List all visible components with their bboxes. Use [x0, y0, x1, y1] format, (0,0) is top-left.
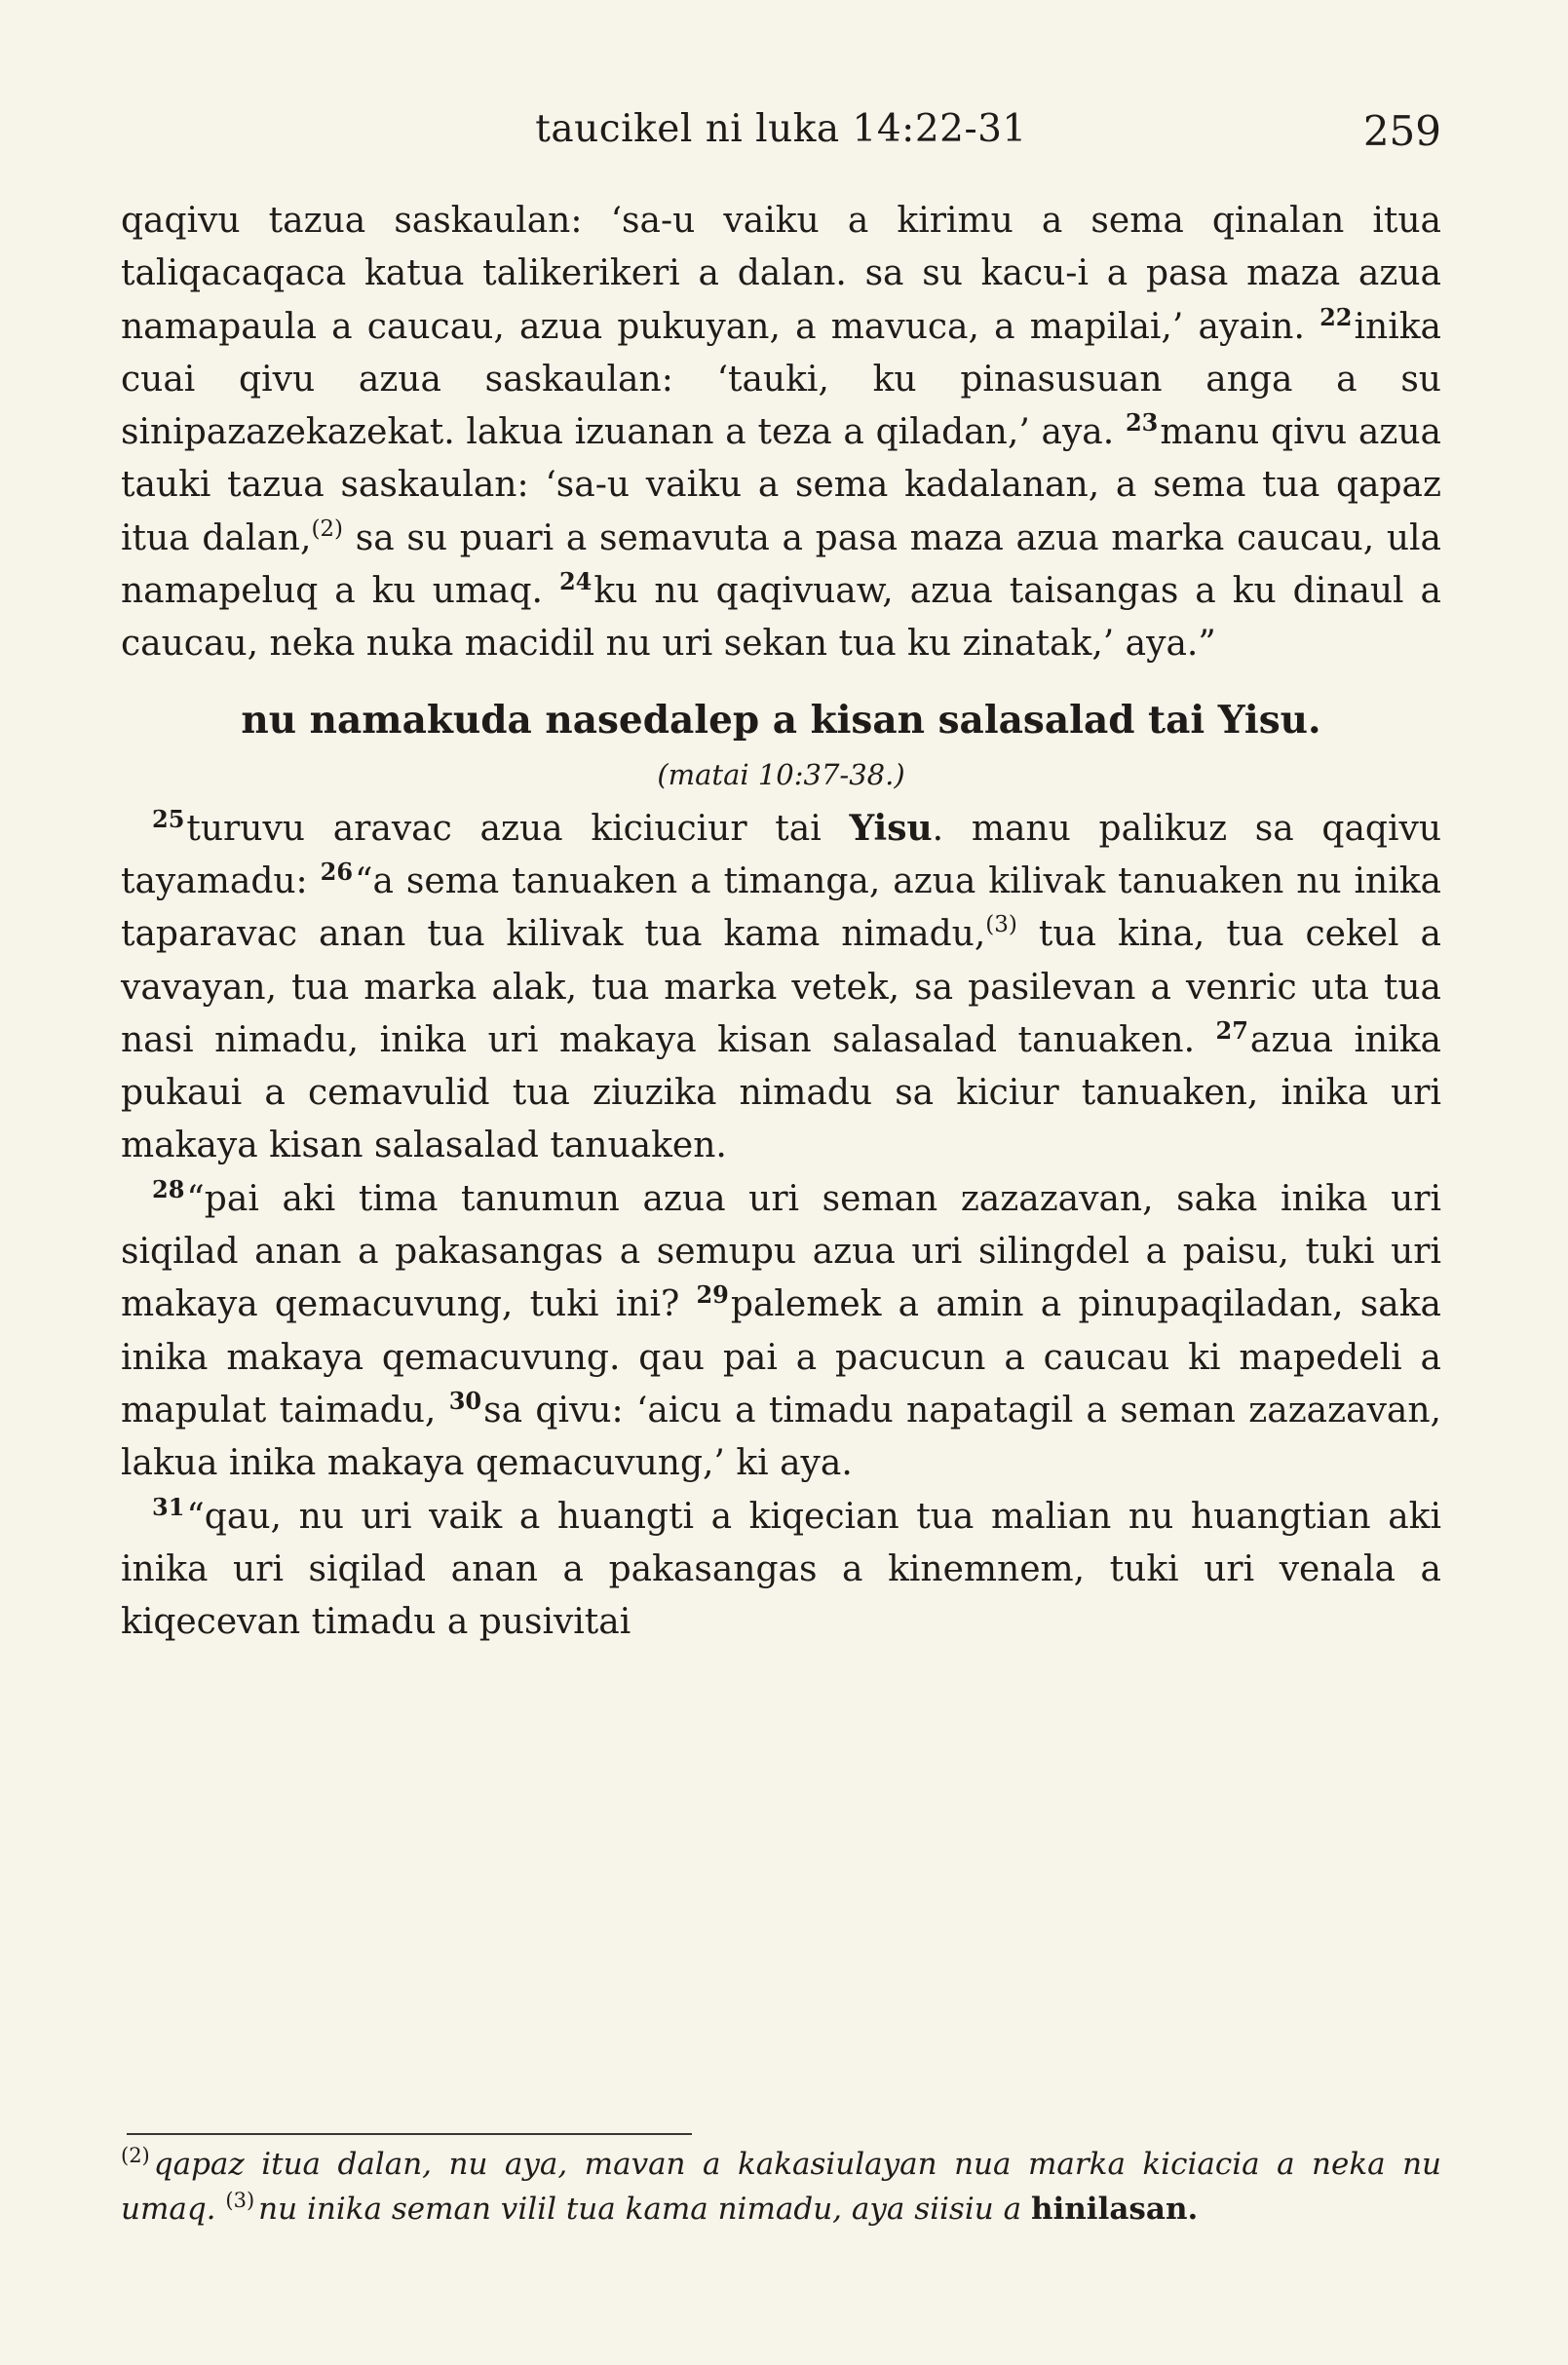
verse-number: 28 — [152, 1174, 185, 1203]
verse-number: 31 — [152, 1492, 185, 1521]
name-yisu: Yisu — [849, 807, 933, 849]
verse-number: 26 — [320, 857, 354, 886]
verse-text: . manu palikuz sa qaqivu tayamadu: — [121, 808, 1442, 901]
verse-text: tua kina, tua cekel a vavayan, tua marka alak, tua marka vetek, sa pasilevan a venric uta tua nasi nimadu, inika uri makaya kisan salasalad tanuaken. — [121, 914, 1441, 1060]
footnote-text: a — [1003, 2192, 1022, 2227]
verse-text: sa su puari a semavuta a pasa maza azua marka caucau, ula namapeluq a ku umaq. — [121, 517, 1441, 612]
footnote-reference[interactable]: (2) — [311, 515, 344, 542]
verse-text: palemek a amin a pinupaqiladan, saka inika makaya qemacuvung. qau pai a pacucun a caucau ki mapedeli a mapulat taimadu, — [121, 1284, 1441, 1430]
verse-text: qaqivu tazua saskaulan: ‘sa-u vaiku a kirimu a sema qinalan itua taliqacaqaca katua talikerikeri a dalan. sa su kacu-i a pasa maza azua namapaula a caucau, azua pukuyan, a mavuca, a mapilai,’ ayain. — [121, 201, 1441, 347]
verse-number: 29 — [696, 1280, 729, 1310]
section-heading: nu namakuda nasedalep a kisan salasalad tai Yisu. — [241, 697, 1321, 743]
paragraph-continuation — [121, 195, 1441, 671]
footnote-marker: (3) — [225, 2189, 255, 2212]
footnote-text: qapaz itua dalan, nu aya, mavan a kakasiulayan nua marka kiciacia a neka nu umaq. — [121, 2147, 1441, 2227]
verse-number: 22 — [1319, 302, 1353, 331]
paragraph — [121, 802, 1441, 1173]
verse-number: 25 — [152, 804, 185, 833]
verse-text: “pai aki tima tanumun azua uri seman zazazavan, saka inika uri siqilad anan a pakasangas a semupu azua uri silingdel a paisu, tuki uri makaya qemacuvung, tuki ini? — [121, 1178, 1441, 1325]
footnote-marker: (2) — [121, 2144, 150, 2167]
page-number: 259 — [1362, 107, 1441, 155]
footnote-text-bold: hinilasan. — [1030, 2192, 1199, 2227]
verse-number: 27 — [1215, 1015, 1248, 1045]
verse-text: “a sema tanuaken a timanga, azua kilivak tanuaken nu inika taparavac anan tua kilivak tua kama nimadu, — [121, 860, 1441, 955]
verse-number: 30 — [448, 1386, 482, 1415]
footnote-divider — [127, 2133, 692, 2135]
parallel-reference: (matai 10:37-38.) — [657, 757, 905, 791]
verse-text: azua inika pukaui a cemavulid tua ziuzika nimadu sa kiciur tanuaken, inika uri makaya kisan salasalad tanuaken. — [121, 1019, 1441, 1166]
verse-text: turuvu aravac azua kiciuciur tai — [186, 808, 850, 849]
footnotes — [121, 2142, 1441, 2231]
paragraph — [121, 1173, 1441, 1491]
body-text — [121, 195, 1441, 1649]
verse-text: manu qivu azua tauki tazua saskaulan: ‘sa-u vaiku a sema kadalanan, a sema tua qapaz itua dalan, — [121, 412, 1441, 558]
footnote-reference[interactable]: (3) — [985, 912, 1017, 938]
verse-number: 23 — [1125, 408, 1159, 438]
verse-text: “qau, nu uri vaik a huangti a kiqecian tua malian nu huangtian aki inika uri siqilad anan a pakasangas a kinemnem, tuki uri venala a kiqecevan timadu a pusivitai — [121, 1496, 1441, 1643]
verse-text: inika cuai qivu azua saskaulan: ‘tauki, ku pinasusuan anga a su sinipazazekazekat. lakua izuanan a teza a qiladan,’ aya. — [121, 306, 1441, 453]
paragraph — [121, 1491, 1441, 1650]
verse-text: sa qivu: ‘aicu a timadu napatagil a seman zazazavan, lakua inika makaya qemacuvung,’ ki aya. — [121, 1390, 1441, 1484]
running-title: taucikel ni luka 14:22-31 — [535, 107, 1027, 151]
footnote-text: nu inika seman vilil tua kama nimadu, aya siisiu — [258, 2192, 994, 2227]
verse-text: ku nu qaqivuaw, azua taisangas a ku dinaul a caucau, neka nuka macidil nu uri sekan tua ku zinatak,’ aya.” — [121, 571, 1441, 665]
verse-number: 24 — [558, 567, 593, 596]
page-header — [121, 107, 1441, 166]
